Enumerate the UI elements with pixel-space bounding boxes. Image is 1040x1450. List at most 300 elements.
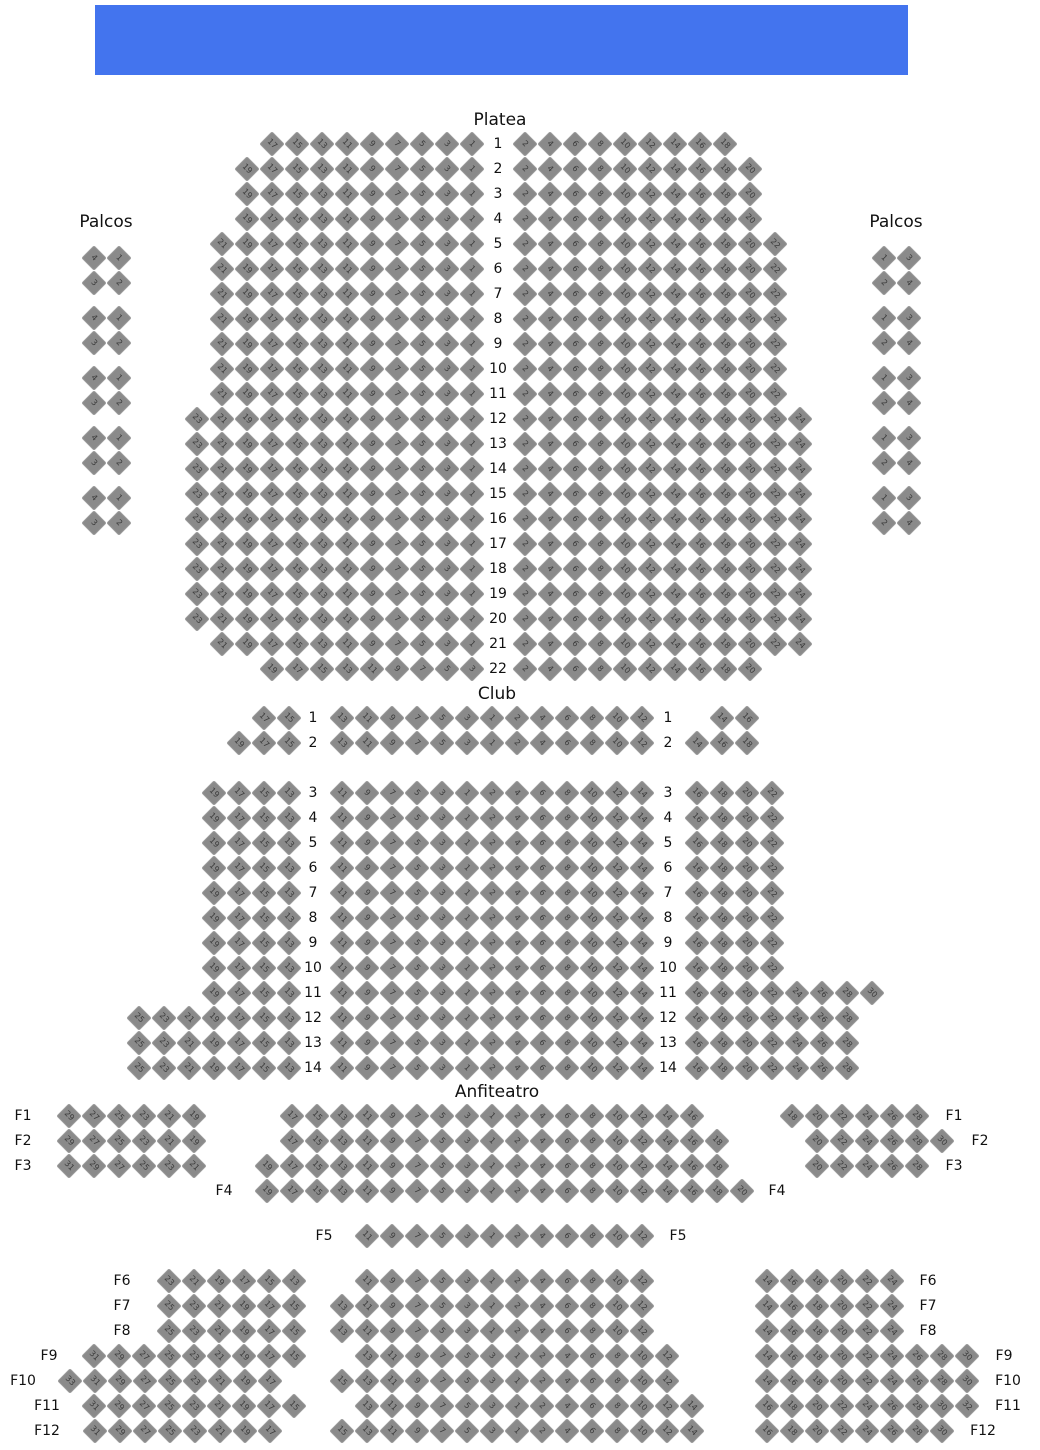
club-seat[interactable]: 7 [379,955,404,980]
anfiteatro-seat[interactable]: 28 [904,1128,929,1153]
anfiteatro-seat[interactable]: 18 [704,1128,729,1153]
anfiteatro-seat[interactable]: 16 [679,1103,704,1128]
palco-seat[interactable]: 4 [896,270,921,295]
club-seat[interactable]: 1 [479,705,504,730]
platea-seat[interactable]: 24 [787,531,812,556]
anfiteatro-seat[interactable]: 17 [279,1128,304,1153]
platea-seat[interactable]: 1 [459,556,484,581]
anfiteatro-seat[interactable]: 7 [429,1368,454,1393]
platea-seat[interactable]: 2 [512,481,537,506]
platea-seat[interactable]: 8 [587,281,612,306]
platea-seat[interactable]: 9 [359,531,384,556]
platea-seat[interactable]: 1 [459,456,484,481]
platea-seat[interactable]: 12 [637,656,662,681]
club-seat[interactable]: 19 [201,905,226,930]
club-seat[interactable]: 19 [201,805,226,830]
anfiteatro-seat[interactable]: 17 [279,1153,304,1178]
anfiteatro-seat[interactable]: 15 [281,1293,306,1318]
palco-seat[interactable]: 1 [871,425,896,450]
anfiteatro-seat[interactable]: 20 [804,1128,829,1153]
platea-seat[interactable]: 2 [512,256,537,281]
club-seat[interactable]: 10 [579,955,604,980]
platea-seat[interactable]: 13 [309,206,334,231]
club-seat[interactable]: 15 [251,980,276,1005]
platea-seat[interactable]: 3 [434,256,459,281]
anfiteatro-seat[interactable]: 20 [804,1393,829,1418]
platea-seat[interactable]: 13 [309,181,334,206]
platea-seat[interactable]: 22 [762,306,787,331]
anfiteatro-seat[interactable]: 1 [479,1153,504,1178]
club-seat[interactable]: 20 [734,980,759,1005]
platea-seat[interactable]: 10 [612,156,637,181]
platea-seat[interactable]: 20 [737,431,762,456]
platea-seat[interactable]: 9 [359,356,384,381]
platea-seat[interactable]: 22 [762,331,787,356]
platea-seat[interactable]: 17 [259,481,284,506]
platea-seat[interactable]: 19 [234,531,259,556]
platea-seat[interactable]: 7 [384,256,409,281]
anfiteatro-seat[interactable]: 11 [354,1293,379,1318]
club-seat[interactable]: 19 [201,1030,226,1055]
anfiteatro-seat[interactable]: 20 [829,1343,854,1368]
platea-seat[interactable]: 1 [459,481,484,506]
anfiteatro-seat[interactable]: 12 [629,1153,654,1178]
anfiteatro-seat[interactable]: 11 [354,1318,379,1343]
platea-seat[interactable]: 18 [712,531,737,556]
anfiteatro-seat[interactable]: 11 [354,1153,379,1178]
anfiteatro-seat[interactable]: 12 [629,1268,654,1293]
anfiteatro-seat[interactable]: 4 [529,1268,554,1293]
platea-seat[interactable]: 2 [512,556,537,581]
anfiteatro-seat[interactable]: 9 [379,1318,404,1343]
platea-seat[interactable]: 9 [359,231,384,256]
club-seat[interactable]: 17 [226,880,251,905]
platea-seat[interactable]: 17 [259,606,284,631]
club-seat[interactable]: 15 [251,880,276,905]
club-seat[interactable]: 3 [429,855,454,880]
anfiteatro-seat[interactable]: 31 [81,1343,106,1368]
anfiteatro-seat[interactable]: 6 [554,1153,579,1178]
platea-seat[interactable]: 14 [662,506,687,531]
anfiteatro-seat[interactable]: 5 [454,1368,479,1393]
platea-seat[interactable]: 14 [662,331,687,356]
platea-seat[interactable]: 13 [309,481,334,506]
club-seat[interactable]: 8 [554,805,579,830]
anfiteatro-seat[interactable]: 10 [604,1293,629,1318]
platea-seat[interactable]: 20 [737,606,762,631]
palco-seat[interactable]: 1 [871,305,896,330]
anfiteatro-seat[interactable]: 26 [879,1153,904,1178]
club-seat[interactable]: 14 [709,705,734,730]
club-seat[interactable]: 8 [554,880,579,905]
platea-seat[interactable]: 12 [637,481,662,506]
anfiteatro-seat[interactable]: 18 [804,1293,829,1318]
platea-seat[interactable]: 17 [259,531,284,556]
platea-seat[interactable]: 16 [687,356,712,381]
platea-seat[interactable]: 5 [409,156,434,181]
platea-seat[interactable]: 10 [612,381,637,406]
platea-seat[interactable]: 22 [762,406,787,431]
platea-seat[interactable]: 4 [537,481,562,506]
platea-seat[interactable]: 16 [687,656,712,681]
platea-seat[interactable]: 20 [737,631,762,656]
club-seat[interactable]: 6 [529,880,554,905]
anfiteatro-seat[interactable]: 15 [329,1418,354,1443]
anfiteatro-seat[interactable]: 27 [81,1103,106,1128]
anfiteatro-seat[interactable]: 11 [354,1268,379,1293]
platea-seat[interactable]: 2 [512,606,537,631]
platea-seat[interactable]: 24 [787,456,812,481]
platea-seat[interactable]: 20 [737,581,762,606]
anfiteatro-seat[interactable]: 28 [904,1153,929,1178]
club-seat[interactable]: 18 [709,1030,734,1055]
platea-seat[interactable]: 20 [737,456,762,481]
platea-seat[interactable]: 12 [637,331,662,356]
platea-seat[interactable]: 3 [434,506,459,531]
platea-seat[interactable]: 2 [512,331,537,356]
anfiteatro-seat[interactable]: 16 [779,1268,804,1293]
platea-seat[interactable]: 24 [787,581,812,606]
club-seat[interactable]: 2 [479,880,504,905]
platea-seat[interactable]: 12 [637,281,662,306]
club-seat[interactable]: 10 [579,1030,604,1055]
club-seat[interactable]: 6 [529,780,554,805]
platea-seat[interactable]: 18 [712,331,737,356]
platea-seat[interactable]: 19 [234,331,259,356]
platea-seat[interactable]: 22 [762,506,787,531]
platea-seat[interactable]: 4 [537,431,562,456]
platea-seat[interactable]: 14 [662,406,687,431]
platea-seat[interactable]: 16 [687,431,712,456]
platea-seat[interactable]: 14 [662,156,687,181]
platea-seat[interactable]: 5 [409,231,434,256]
club-seat[interactable]: 16 [684,955,709,980]
platea-seat[interactable]: 5 [409,506,434,531]
platea-seat[interactable]: 19 [234,306,259,331]
club-seat[interactable]: 15 [276,730,301,755]
platea-seat[interactable]: 18 [712,481,737,506]
anfiteatro-seat[interactable]: 9 [379,1293,404,1318]
platea-seat[interactable]: 18 [712,131,737,156]
club-seat[interactable]: 6 [554,705,579,730]
platea-seat[interactable]: 16 [687,531,712,556]
club-seat[interactable]: 1 [454,830,479,855]
club-seat[interactable]: 9 [379,730,404,755]
platea-seat[interactable]: 23 [184,581,209,606]
anfiteatro-seat[interactable]: 19 [181,1103,206,1128]
club-seat[interactable]: 6 [529,805,554,830]
anfiteatro-seat[interactable]: 22 [829,1103,854,1128]
club-seat[interactable]: 7 [379,805,404,830]
platea-seat[interactable]: 3 [434,581,459,606]
anfiteatro-seat[interactable]: 2 [504,1128,529,1153]
platea-seat[interactable]: 2 [512,356,537,381]
club-seat[interactable]: 8 [554,930,579,955]
anfiteatro-seat[interactable]: 11 [354,1178,379,1203]
platea-seat[interactable]: 2 [512,156,537,181]
platea-seat[interactable]: 24 [787,606,812,631]
anfiteatro-seat[interactable]: 9 [379,1153,404,1178]
anfiteatro-seat[interactable]: 6 [579,1418,604,1443]
club-seat[interactable]: 5 [404,930,429,955]
platea-seat[interactable]: 7 [384,331,409,356]
platea-seat[interactable]: 4 [537,631,562,656]
club-seat[interactable]: 9 [354,930,379,955]
platea-seat[interactable]: 17 [259,331,284,356]
palco-seat[interactable]: 1 [106,305,131,330]
club-seat[interactable]: 10 [579,930,604,955]
anfiteatro-seat[interactable]: 16 [679,1153,704,1178]
palco-seat[interactable]: 4 [81,485,106,510]
anfiteatro-seat[interactable]: 24 [854,1128,879,1153]
club-seat[interactable]: 7 [379,855,404,880]
platea-seat[interactable]: 19 [234,456,259,481]
anfiteatro-seat[interactable]: 11 [379,1393,404,1418]
platea-seat[interactable]: 2 [512,381,537,406]
club-seat[interactable]: 11 [329,930,354,955]
platea-seat[interactable]: 13 [309,356,334,381]
platea-seat[interactable]: 12 [637,181,662,206]
club-seat[interactable]: 17 [226,805,251,830]
anfiteatro-seat[interactable]: 16 [754,1393,779,1418]
platea-seat[interactable]: 6 [562,431,587,456]
club-seat[interactable]: 14 [629,805,654,830]
platea-seat[interactable]: 15 [284,131,309,156]
palco-seat[interactable]: 2 [106,330,131,355]
platea-seat[interactable]: 23 [184,456,209,481]
anfiteatro-seat[interactable]: 20 [829,1318,854,1343]
club-seat[interactable]: 1 [454,905,479,930]
anfiteatro-seat[interactable]: 12 [629,1223,654,1248]
platea-seat[interactable]: 17 [259,356,284,381]
platea-seat[interactable]: 5 [409,556,434,581]
club-seat[interactable]: 18 [709,955,734,980]
club-seat[interactable]: 17 [226,980,251,1005]
anfiteatro-seat[interactable]: 11 [354,1103,379,1128]
platea-seat[interactable]: 8 [587,606,612,631]
club-seat[interactable]: 14 [684,730,709,755]
anfiteatro-seat[interactable]: 26 [879,1128,904,1153]
platea-seat[interactable]: 13 [309,531,334,556]
anfiteatro-seat[interactable]: 26 [879,1393,904,1418]
anfiteatro-seat[interactable]: 7 [404,1293,429,1318]
anfiteatro-seat[interactable]: 23 [182,1418,207,1443]
platea-seat[interactable]: 1 [459,406,484,431]
club-seat[interactable]: 12 [629,705,654,730]
club-seat[interactable]: 18 [709,980,734,1005]
platea-seat[interactable]: 4 [537,356,562,381]
anfiteatro-seat[interactable]: 7 [404,1223,429,1248]
anfiteatro-seat[interactable]: 8 [604,1368,629,1393]
palco-seat[interactable]: 2 [106,390,131,415]
palco-seat[interactable]: 1 [871,485,896,510]
anfiteatro-seat[interactable]: 3 [479,1343,504,1368]
platea-seat[interactable]: 1 [459,181,484,206]
club-seat[interactable]: 5 [404,905,429,930]
platea-seat[interactable]: 9 [359,306,384,331]
club-seat[interactable]: 1 [454,930,479,955]
club-seat[interactable]: 22 [759,830,784,855]
platea-seat[interactable]: 13 [309,456,334,481]
platea-seat[interactable]: 6 [562,581,587,606]
club-seat[interactable]: 22 [759,1055,784,1080]
platea-seat[interactable]: 13 [309,131,334,156]
platea-seat[interactable]: 23 [184,556,209,581]
club-seat[interactable]: 19 [201,855,226,880]
platea-seat[interactable]: 11 [334,381,359,406]
platea-seat[interactable]: 8 [587,231,612,256]
club-seat[interactable]: 10 [579,780,604,805]
anfiteatro-seat[interactable]: 26 [879,1103,904,1128]
anfiteatro-seat[interactable]: 28 [904,1418,929,1443]
platea-seat[interactable]: 15 [284,156,309,181]
platea-seat[interactable]: 1 [459,356,484,381]
anfiteatro-seat[interactable]: 1 [504,1393,529,1418]
anfiteatro-seat[interactable]: 27 [131,1343,156,1368]
platea-seat[interactable]: 21 [209,381,234,406]
club-seat[interactable]: 14 [629,930,654,955]
anfiteatro-seat[interactable]: 15 [281,1318,306,1343]
anfiteatro-seat[interactable]: 4 [554,1393,579,1418]
platea-seat[interactable]: 9 [359,456,384,481]
club-seat[interactable]: 8 [554,980,579,1005]
club-seat[interactable]: 15 [251,955,276,980]
club-seat[interactable]: 16 [684,1005,709,1030]
platea-seat[interactable]: 13 [309,156,334,181]
platea-seat[interactable]: 6 [562,156,587,181]
anfiteatro-seat[interactable]: 8 [579,1318,604,1343]
platea-seat[interactable]: 22 [762,431,787,456]
platea-seat[interactable]: 20 [737,231,762,256]
anfiteatro-seat[interactable]: 17 [256,1293,281,1318]
club-seat[interactable]: 6 [554,730,579,755]
platea-seat[interactable]: 14 [662,431,687,456]
platea-seat[interactable]: 10 [612,456,637,481]
club-seat[interactable]: 12 [604,780,629,805]
platea-seat[interactable]: 1 [459,381,484,406]
anfiteatro-seat[interactable]: 2 [504,1153,529,1178]
club-seat[interactable]: 15 [251,905,276,930]
platea-seat[interactable]: 14 [662,556,687,581]
club-seat[interactable]: 20 [734,830,759,855]
club-seat[interactable]: 22 [759,780,784,805]
anfiteatro-seat[interactable]: 22 [854,1318,879,1343]
platea-seat[interactable]: 17 [259,181,284,206]
club-seat[interactable]: 17 [226,830,251,855]
anfiteatro-seat[interactable]: 8 [604,1418,629,1443]
anfiteatro-seat[interactable]: 15 [304,1103,329,1128]
platea-seat[interactable]: 17 [259,431,284,456]
anfiteatro-seat[interactable]: 8 [579,1153,604,1178]
platea-seat[interactable]: 9 [359,556,384,581]
anfiteatro-seat[interactable]: 21 [206,1318,231,1343]
platea-seat[interactable]: 18 [712,581,737,606]
anfiteatro-seat[interactable]: 25 [156,1293,181,1318]
anfiteatro-seat[interactable]: 15 [281,1393,306,1418]
platea-seat[interactable]: 13 [309,381,334,406]
platea-seat[interactable]: 7 [384,381,409,406]
anfiteatro-seat[interactable]: 9 [404,1418,429,1443]
anfiteatro-seat[interactable]: 23 [156,1153,181,1178]
anfiteatro-seat[interactable]: 15 [281,1343,306,1368]
anfiteatro-seat[interactable]: 6 [554,1178,579,1203]
club-seat[interactable]: 3 [429,980,454,1005]
club-seat[interactable]: 2 [504,705,529,730]
anfiteatro-seat[interactable]: 7 [404,1103,429,1128]
anfiteatro-seat[interactable]: 10 [604,1103,629,1128]
anfiteatro-seat[interactable]: 18 [779,1103,804,1128]
club-seat[interactable]: 9 [354,780,379,805]
club-seat[interactable]: 19 [201,1005,226,1030]
club-seat[interactable]: 13 [276,1005,301,1030]
club-seat[interactable]: 13 [276,830,301,855]
platea-seat[interactable]: 3 [434,131,459,156]
palco-seat[interactable]: 2 [871,450,896,475]
platea-seat[interactable]: 22 [762,256,787,281]
anfiteatro-seat[interactable]: 17 [231,1268,256,1293]
anfiteatro-seat[interactable]: 24 [854,1153,879,1178]
platea-seat[interactable]: 24 [787,431,812,456]
club-seat[interactable]: 16 [709,730,734,755]
anfiteatro-seat[interactable]: 7 [404,1153,429,1178]
club-seat[interactable]: 4 [504,955,529,980]
platea-seat[interactable]: 1 [459,331,484,356]
platea-seat[interactable]: 13 [309,256,334,281]
club-seat[interactable]: 5 [429,730,454,755]
platea-seat[interactable]: 9 [359,181,384,206]
club-seat[interactable]: 15 [251,855,276,880]
club-seat[interactable]: 4 [504,930,529,955]
club-seat[interactable]: 19 [201,880,226,905]
platea-seat[interactable]: 16 [687,381,712,406]
platea-seat[interactable]: 11 [334,581,359,606]
platea-seat[interactable]: 9 [359,631,384,656]
anfiteatro-seat[interactable]: 13 [281,1268,306,1293]
club-seat[interactable]: 22 [759,930,784,955]
club-seat[interactable]: 6 [529,1005,554,1030]
anfiteatro-seat[interactable]: 26 [904,1368,929,1393]
platea-seat[interactable]: 15 [309,656,334,681]
platea-seat[interactable]: 1 [459,531,484,556]
anfiteatro-seat[interactable]: 26 [904,1343,929,1368]
platea-seat[interactable]: 1 [459,256,484,281]
anfiteatro-seat[interactable]: 14 [754,1318,779,1343]
palco-seat[interactable]: 3 [81,390,106,415]
club-seat[interactable]: 14 [629,880,654,905]
platea-seat[interactable]: 20 [737,256,762,281]
club-seat[interactable]: 13 [276,780,301,805]
club-seat[interactable]: 8 [554,830,579,855]
palco-seat[interactable]: 1 [106,365,131,390]
anfiteatro-seat[interactable]: 32 [954,1393,979,1418]
club-seat[interactable]: 7 [379,1005,404,1030]
platea-seat[interactable]: 21 [209,356,234,381]
platea-seat[interactable]: 5 [409,431,434,456]
anfiteatro-seat[interactable]: 7 [429,1343,454,1368]
platea-seat[interactable]: 15 [284,206,309,231]
platea-seat[interactable]: 4 [537,256,562,281]
platea-seat[interactable]: 8 [587,306,612,331]
palco-seat[interactable]: 3 [81,450,106,475]
platea-seat[interactable]: 15 [284,381,309,406]
anfiteatro-seat[interactable]: 29 [106,1343,131,1368]
club-seat[interactable]: 11 [329,955,354,980]
platea-seat[interactable]: 16 [687,556,712,581]
platea-seat[interactable]: 14 [662,581,687,606]
club-seat[interactable]: 10 [579,905,604,930]
platea-seat[interactable]: 3 [434,556,459,581]
club-seat[interactable]: 2 [479,780,504,805]
